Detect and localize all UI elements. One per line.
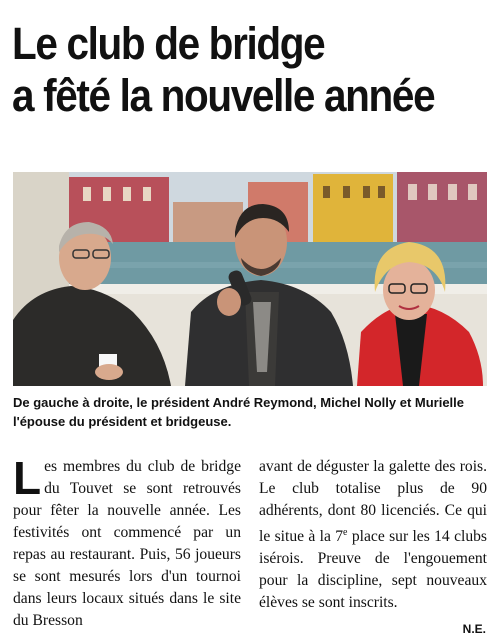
headline-line-1: Le club de bridge [12,18,325,69]
column-2-text-b: place sur les 14 clubs isérois. Preuve de l'engouement pour la discipline, sept nouveaux élèves se sont inscrits. [259,528,487,612]
photo-caption: De gauche à droite, le président André Reymond, Michel Nolly et Murielle l'épouse du président et bridgeuse. [13,395,465,429]
drop-cap: L [13,452,42,504]
article-column-1 [13,452,241,632]
column-2-text-a: avant de déguster la galette des rois. Le club totalise plus de 90 adhérents, dont 80 licenciés. Ce qui le situe à la 7 [259,458,487,546]
author-initials: N.E. [462,622,486,636]
ordinal-superscript: e [343,527,348,538]
article-column-2 [259,456,487,614]
article-photo [13,172,487,386]
photo-illustration [13,172,487,386]
headline-line-2: a fêté la nouvelle année [12,70,435,121]
column-1-text: es membres du club de bridge du Touvet se sont retrouvés pour fêter la nouvelle année. Les festivités ont commencé par un repas au restaurant. Puis, 56 joueurs se sont mesurés lors d'un tournoi dans leurs locaux situés dans le site du Bresson [13,458,241,629]
headline [12,18,444,122]
